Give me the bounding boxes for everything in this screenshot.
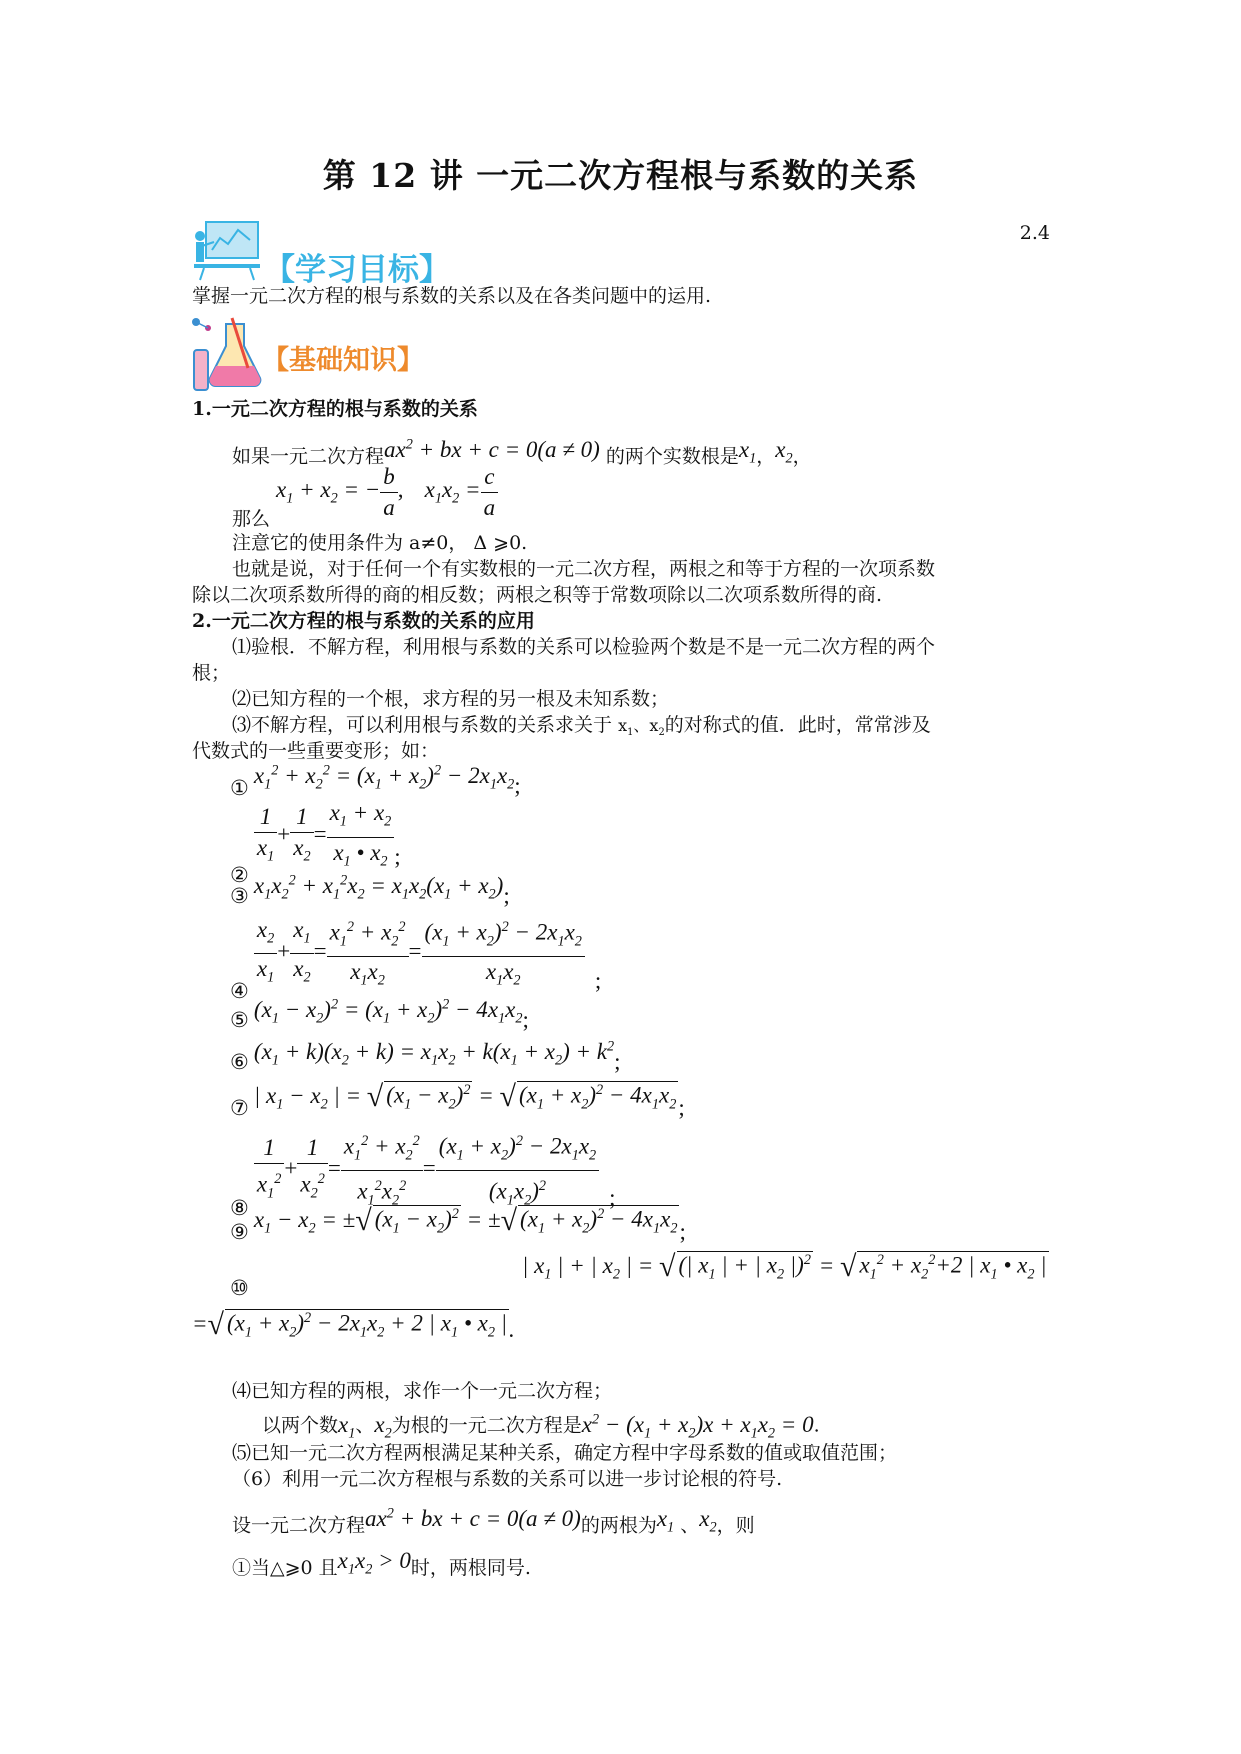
page-title: 第 12 讲 一元二次方程根与系数的关系 (322, 156, 919, 195)
identity-4: ④ $\frac{x_2}{x_1}$ + $\frac{x_1}{x_2}$ = $\frac{x_1^2 + x_2^2}{x_1x_2}$ = $\frac{(x_1 + x_2)^2 - 2x_1x_2}{x_1x_2}$ ; (230, 912, 601, 996)
part2-item6b-end: ，则 (716, 1514, 755, 1537)
part2-item4b: 以两个数$x_1$、$x_2$为根的一元二次方程是$x^2 - (x_1 + x_2)x + x_1x_2 = 0$. (262, 1411, 820, 1442)
identity-10-line2: =√ $(x_1 + x_2)^2 - 2x_1x_2 + 2$ | $x_1$ • $x_2$ |. (192, 1308, 515, 1342)
part1-para1: 也就是说，对于任何一个有实数根的一元二次方程，两根之和等于方程的一次项系数 (232, 558, 936, 580)
marker-5: ⑤ (230, 1007, 249, 1032)
teacher-board-icon (192, 218, 264, 282)
identity-9: ⑨ $x_1 - x_2$ = ±√ $(x_1 - x_2)^2$ = ±√ $(x_1 + x_2)^2 - 4x_1x_2$; (230, 1204, 686, 1244)
part2-item3a: ⑶不解方程，可以利用根与系数的关系求关于 $x_1$、$x_2$的对称式的值．此时，常常涉及 (232, 714, 931, 739)
identity-6: ⑥ $(x_1 + k)(x_2 + k) = x_1x_2 + k(x_1 + x_2) + k^2$; (230, 1038, 621, 1074)
identity-8: ⑧ $\frac{1}{x_1^2}$ + $\frac{1}{x_2^2}$ = $\frac{x_1^2 + x_2^2}{x_1^2x_2^2}$ = $\frac{(x_1 + x_2)^2 - 2x_1x_2}{(x_1x_2)^2}$ ; (230, 1126, 616, 1216)
part2-item5: ⑸已知一元二次方程两根满足某种关系，确定方程中字母系数的值或取值范围； (232, 1442, 898, 1464)
identity-3: ③ $x_1x_2^2 + x_1^2x_2 = x_1x_2(x_1 + x_2)$; (230, 872, 510, 908)
part2-item3a-post: 的对称式的值．此时，常常涉及 (664, 714, 931, 736)
marker-10: ⑩ (230, 1276, 249, 1300)
part1-line1-suffix: 的两个实数根是 (605, 445, 739, 468)
part1-line1-prefix: 如果一元二次方程 (232, 445, 385, 468)
then-label: 那么 (232, 508, 271, 530)
part2-item3a-pre: ⑶不解方程，可以利用根与系数的关系求关于 (232, 714, 613, 736)
part2-item6c-pre: ①当△⩾0 且 (232, 1557, 338, 1579)
part2-item6b: 设一元二次方程$ax^2$ + bx + c = 0(a ≠ 0)的两根为$x_1$ 、$x_2$，则 (232, 1505, 755, 1537)
identity-7: ⑦ | $x_1 - x_2$ | = √ $(x_1 - x_2)^2$ = √ $(x_1 + x_2)^2 - 4x_1x_2$; (230, 1080, 685, 1120)
marker-8: ⑧ (230, 1196, 249, 1221)
date-label: 2.4 (1019, 222, 1050, 244)
part2-item6: （6）利用一元二次方程根与系数的关系可以进一步讨论根的符号. (232, 1468, 783, 1490)
vieta-formulas: $x_1 + x_2$ = − $\frac{b}{a}$ , $x_1x_2$ = $\frac{c}{a}$ (276, 462, 498, 523)
part2-item6c: ①当△⩾0 且$x_1x_2 > 0$时，两根同号. (232, 1548, 531, 1579)
identity-5: ⑤ $(x_1 - x_2)^2 = (x_1 + x_2)^2 - 4x_1x_2$; (230, 996, 529, 1032)
part1-heading: 1.一元二次方程的根与系数的关系 (192, 398, 478, 420)
part2-item4b-mid: 为根的一元二次方程是 (391, 1414, 582, 1437)
condition-note: 注意它的使用条件为 a≠0， Δ ⩾0. (232, 532, 528, 554)
part2-item3b: 代数式的一些重要变形；如： (192, 740, 440, 762)
part2-item1a: ⑴验根．不解方程，利用根与系数的关系可以检验两个数是不是一元二次方程的两个 (232, 636, 936, 658)
part1-para2: 除以二次项系数所得的商的相反数；两根之积等于常数项除以二次项系数所得的商. (192, 584, 883, 606)
marker-1: ① (230, 775, 249, 800)
section-heading-goal: 【学习目标】 (264, 252, 450, 288)
part1-line1: 如果一元二次方程$ax^2$ + bx + c = 0(a ≠ 0) 的两个实数根是$x_1$，$x_2$， (232, 436, 812, 468)
marker-6: ⑥ (230, 1049, 249, 1074)
part2-item4: ⑷已知方程的两根，求作一个一元二次方程； (232, 1380, 613, 1402)
part2-item4b-pre: 以两个数 (262, 1414, 339, 1437)
part2-heading: 2.一元二次方程的根与系数的关系的应用 (192, 610, 535, 632)
identity-1: ① $x_1^2 + x_2^2 = (x_1 + x_2)^2 - 2x_1x_2$; (230, 762, 521, 800)
marker-4: ④ (230, 979, 249, 1004)
part2-item6c-post: 时，两根同号. (410, 1557, 531, 1579)
identity-10-line1: | $x_1$ | + | $x_2$ | = √ (| $x_1$ | + | $x_2$ |)$^2$ = √ $x_1^2 + x_2^2+2$ | $x_1$ • $x_2$ | (522, 1250, 1047, 1283)
part2-item6b-mid: 的两根为 (580, 1514, 657, 1537)
section-heading-basics: 【基础知识】 (262, 345, 424, 376)
lab-flask-icon (188, 316, 264, 394)
part2-item6b-pre: 设一元二次方程 (232, 1514, 366, 1537)
marker-2: ② (230, 862, 249, 887)
goal-text: 掌握一元二次方程的根与系数的关系以及在各类问题中的运用. (192, 285, 712, 307)
marker-3: ③ (230, 883, 249, 908)
marker-9: ⑨ (230, 1220, 249, 1244)
identity-2: ② $\frac{1}{x_1}$ + $\frac{1}{x_2}$ = $\frac{x_1 + x_2}{x_1 • x_2}$ ; (230, 800, 401, 887)
marker-7: ⑦ (230, 1096, 249, 1120)
part2-item1b: 根； (192, 662, 231, 684)
part2-item2: ⑵已知方程的一个根，求方程的另一根及未知系数； (232, 688, 670, 710)
